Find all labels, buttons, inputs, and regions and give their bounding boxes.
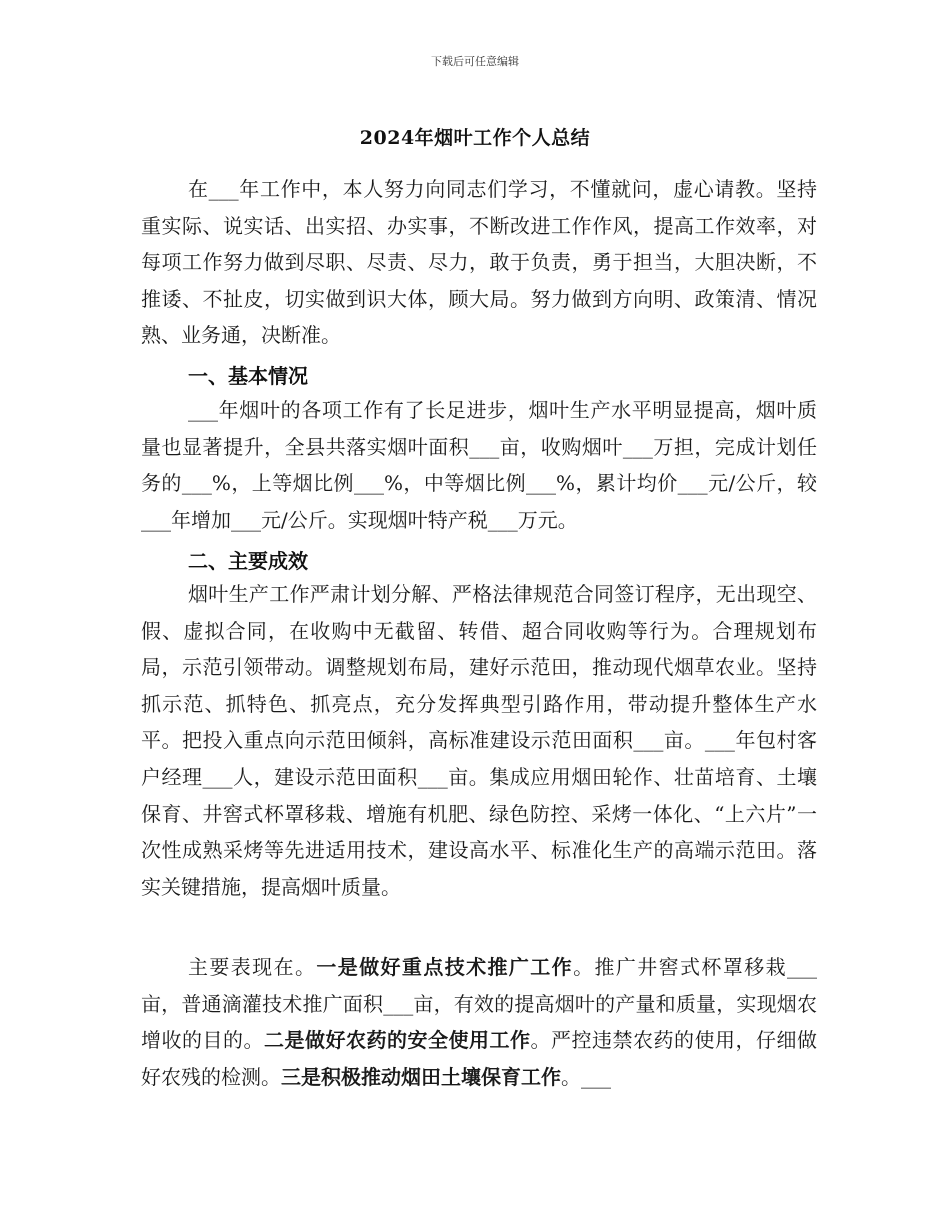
basic-situation-paragraph: ___年烟叶的各项工作有了长足进步，烟叶生产水平明显提高，烟叶质量也显著提升，全县共落实烟叶面积___亩，收购烟叶___万担，完成计划任务的___%，上等烟比例___%，中等烟比例___%，累计均价___元/公斤，较___年增加___元/公斤。实现烟叶特产税___万元。 (141, 398, 817, 532)
header-note: 下载后可任意编辑 (431, 55, 519, 68)
performance-text-4: 。___ (561, 1064, 611, 1089)
document-title: 2024年烟叶工作个人总结 (359, 127, 591, 149)
main-performance-paragraph (141, 949, 817, 1095)
intro-paragraph: 在___年工作中，本人努力向同志们学习，不懂就问，虚心请教。坚持重实际、说实话、出实招、办实事，不断改进工作作风，提高工作效率，对每项工作努力做到尽职、尽责、尽力，敢于负责，勇于担当，大胆决断，不推诿、不扯皮，切实做到识大体，顾大局。努力做到方向明、政策清、情况熟、业务通，决断准。 (141, 177, 817, 348)
performance-text-3: 。严控违禁农药的使用，仔细做好农残的检测。 (141, 1028, 817, 1089)
performance-point-3: 三是积极推动烟田土壤保育工作 (281, 1064, 561, 1089)
performance-point-1: 一是做好重点技术推广工作 (316, 955, 574, 979)
section-heading-results: 二、主要成效 (188, 549, 308, 573)
section-heading-basic: 一、基本情况 (188, 364, 308, 388)
performance-text-1: 主要表现在。 (188, 955, 317, 979)
performance-point-2: 二是做好农药的安全使用工作 (264, 1028, 531, 1053)
performance-text-2: 。推广井窖式杯罩移栽___亩，普通滴灌技术推广面积___亩，有效的提高烟叶的产量和质量，实现烟农增收的目的。 (141, 955, 818, 1053)
results-paragraph: 烟叶生产工作严肃计划分解、严格法律规范合同签订程序，无出现空、假、虚拟合同，在收购中无截留、转借、超合同收购等行为。合理规划布局，示范引领带动。调整规划布局，建好示范田，推动现代烟草农业。坚持抓示范、抓特色、抓亮点，充分发挥典型引路作用，带动提升整体生产水平。把投入重点向示范田倾斜，高标准建设示范田面积___亩。___年包村客户经理___人，建设示范田面积___亩。集成应用烟田轮作、壮苗培育、土壤保育、井窖式杯罩移栽、增施有机肥、绿色防控、采烤一体化、“上六片”一次性成熟采烤等先进适用技术，建设高水平、标准化生产的高端示范田。落实关键措施，提高烟叶质量。 (141, 582, 817, 899)
